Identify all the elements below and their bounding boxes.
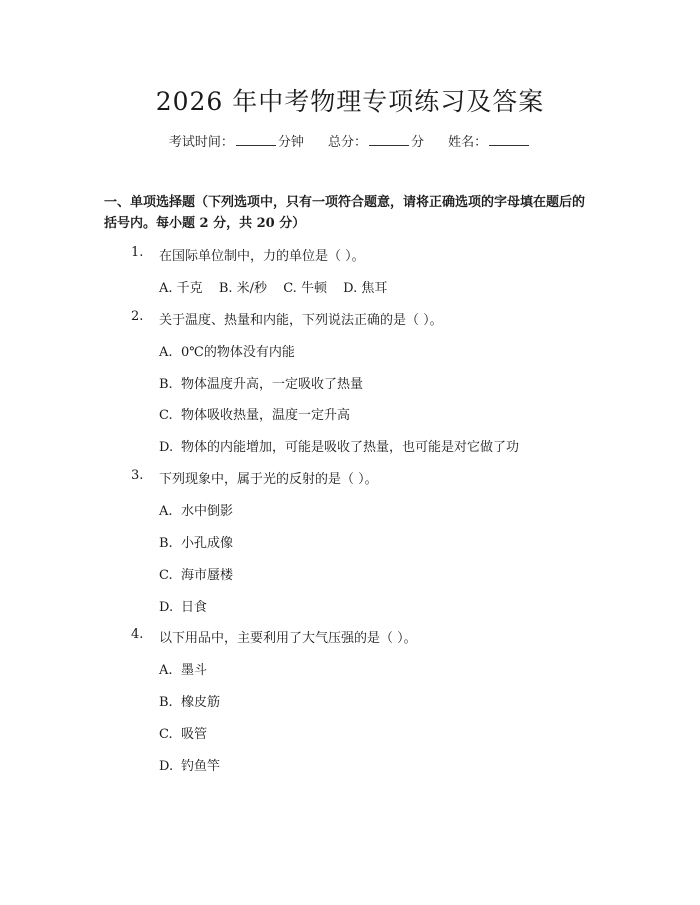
option-d[interactable] <box>159 755 220 774</box>
option-c[interactable] <box>159 404 350 423</box>
question-text: 下列现象中，属于光的反射的是（ ）。 <box>159 472 378 487</box>
section-header: 一、单项选择题（下列选项中，只有一项符合题意，请将正确选项的字母填在题后的括号内。每小题 2 分，共 20 分） <box>104 195 586 231</box>
option-b[interactable] <box>159 532 233 551</box>
option-letter: B. <box>218 281 233 296</box>
option-letter: B. <box>159 536 173 551</box>
question-1-options <box>159 277 399 296</box>
option-d[interactable] <box>343 281 387 296</box>
page-title: 2026 年中考物理专项练习及答案 <box>155 87 545 116</box>
option-a[interactable] <box>159 341 295 360</box>
question-number: 1. <box>131 245 144 260</box>
option-letter: C. <box>283 281 297 296</box>
option-text: 吸管 <box>181 727 208 742</box>
option-letter: C. <box>159 408 173 423</box>
time-field <box>169 135 308 150</box>
question-number: 2. <box>131 309 144 324</box>
option-b[interactable] <box>159 691 220 710</box>
time-unit: 分钟 <box>277 135 304 150</box>
option-text: 千克 <box>176 281 203 296</box>
option-text: 小孔成像 <box>181 536 234 551</box>
option-text: 米/秒 <box>236 281 268 296</box>
option-text: 水中倒影 <box>181 504 234 519</box>
option-letter: B. <box>159 377 173 392</box>
exam-info-line <box>0 131 700 150</box>
option-letter: C. <box>159 727 173 742</box>
option-letter: D. <box>343 281 358 296</box>
option-a[interactable] <box>159 659 207 678</box>
option-letter: D. <box>159 600 174 615</box>
option-letter: A. <box>159 345 173 360</box>
question-text: 关于温度、热量和内能，下列说法正确的是（ ）。 <box>159 313 443 328</box>
option-text: 0℃的物体没有内能 <box>181 345 295 360</box>
question-text: 以下用品中，主要利用了大气压强的是（ ）。 <box>159 631 417 646</box>
option-c[interactable] <box>159 564 233 583</box>
option-text: 焦耳 <box>361 281 388 296</box>
name-blank[interactable] <box>489 133 529 146</box>
name-field <box>448 135 531 150</box>
score-blank[interactable] <box>369 133 409 146</box>
score-label: 总分： <box>327 135 367 150</box>
option-text: 日食 <box>181 600 208 615</box>
option-c[interactable] <box>283 281 327 296</box>
option-letter: C. <box>159 568 173 583</box>
option-text: 墨斗 <box>181 663 208 678</box>
question-number: 3. <box>131 468 144 483</box>
option-a[interactable] <box>159 281 203 296</box>
option-letter: D. <box>159 440 174 455</box>
option-a[interactable] <box>159 500 233 519</box>
option-text: 牛顿 <box>300 281 327 296</box>
option-text: 物体的内能增加，可能是吸收了热量，也可能是对它做了功 <box>181 440 520 455</box>
option-letter: A. <box>159 663 173 678</box>
score-field <box>328 135 428 150</box>
score-unit: 分 <box>411 135 425 150</box>
option-text: 钓鱼竿 <box>181 759 221 774</box>
option-letter: A. <box>159 504 173 519</box>
option-text: 海市蜃楼 <box>181 568 234 583</box>
option-d[interactable] <box>159 436 519 455</box>
option-text: 物体温度升高，一定吸收了热量 <box>181 377 364 392</box>
question-number: 4. <box>131 627 144 642</box>
name-label: 姓名： <box>448 135 488 150</box>
option-text: 橡皮筋 <box>181 695 221 710</box>
option-text: 物体吸收热量，温度一定升高 <box>181 408 351 423</box>
option-b[interactable] <box>219 281 267 296</box>
time-blank[interactable] <box>236 133 276 146</box>
question-text: 在国际单位制中，力的单位是（ ）。 <box>159 249 365 264</box>
time-label: 考试时间： <box>168 135 234 150</box>
option-letter: B. <box>159 695 173 710</box>
option-d[interactable] <box>159 596 207 615</box>
option-c[interactable] <box>159 723 207 742</box>
option-b[interactable] <box>159 373 363 392</box>
option-letter: D. <box>159 759 174 774</box>
option-letter: A. <box>159 281 173 296</box>
